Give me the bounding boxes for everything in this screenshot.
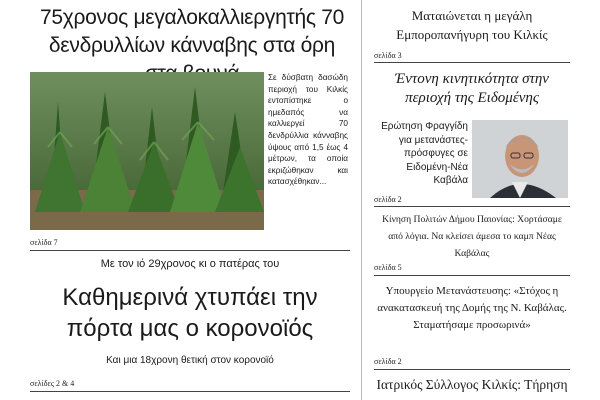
ministry-story-page-ref[interactable]: σελίδα 2 [374,357,402,366]
covid-story-subhead: Και μια 18χρονη θετική στον κορονοϊό [106,355,274,366]
divider [374,62,570,63]
divider [30,391,350,392]
idomeni-story-headline[interactable]: Έντονη κινητικότητα στην περιοχή της Ειδομένης [395,71,549,106]
fair-story-headline[interactable]: Ματαιώνεται η μεγάλη Εμποροπανήγυρη του Κιλκίς [396,8,548,42]
idomeni-story-page-ref[interactable]: σελίδα 2 [374,195,402,204]
cannabis-story-headline[interactable]: 75χρονος μεγαλοκαλλιεργητής 70 δενδρυλλίων κάνναβης στα όρη [40,6,344,57]
ministry-story-headline[interactable]: Υπουργείο Μετανάστευσης: «Στόχος η ανακατασκευή της Δομής της Ν. Καβάλας. Σταματήσαμε προσωρινά» [377,285,567,331]
idomeni-story-quote: Ερώτηση Φραγγίδη για μετανάστες-πρόσφυγες σε Ειδομένη-Νέα Καβάλα [381,121,468,186]
covid-story-headline[interactable]: Καθημερινά χτυπάει την πόρτα μας ο κορονοϊός [62,284,318,342]
medical-association-headline[interactable]: Ιατρικός Σύλλογος Κιλκίς: Τήρηση [376,377,568,392]
cannabis-field-photo[interactable] [30,72,264,230]
divider [374,206,570,207]
divider [374,275,570,276]
paionia-story-page-ref[interactable]: σελίδα 5 [374,263,402,272]
paionia-story-headline[interactable]: Κίνηση Πολιτών Δήμου Παιονίας: Χορτάσαμε από λόγια. Να κλείσει άμεσα το καμπ Νέας Καβάλας [382,214,562,259]
covid-story-kicker: Με τον ιό 29χρονος κι ο πατέρας του [100,258,280,270]
cannabis-story-lede: Σε δύσβατη δασώδη περιοχή του Κιλκίς εντοπίστηκε ο ημεδαπός να καλλιεργεί 70 δενδρύλλια κάνναβης ύψους από 1,5 έως 4 μέτρων, τα οποία εκριζώθηκαν και κατασχέθηκαν... [268,73,348,187]
fair-story-page-ref[interactable]: σελίδα 3 [374,51,402,60]
divider [30,250,350,251]
cannabis-story-page-ref[interactable]: σελίδα 7 [30,238,58,247]
column-divider [361,0,362,400]
divider [374,369,570,370]
covid-story-page-ref[interactable]: σελίδες 2 & 4 [30,379,75,388]
politician-portrait-photo [472,120,568,198]
